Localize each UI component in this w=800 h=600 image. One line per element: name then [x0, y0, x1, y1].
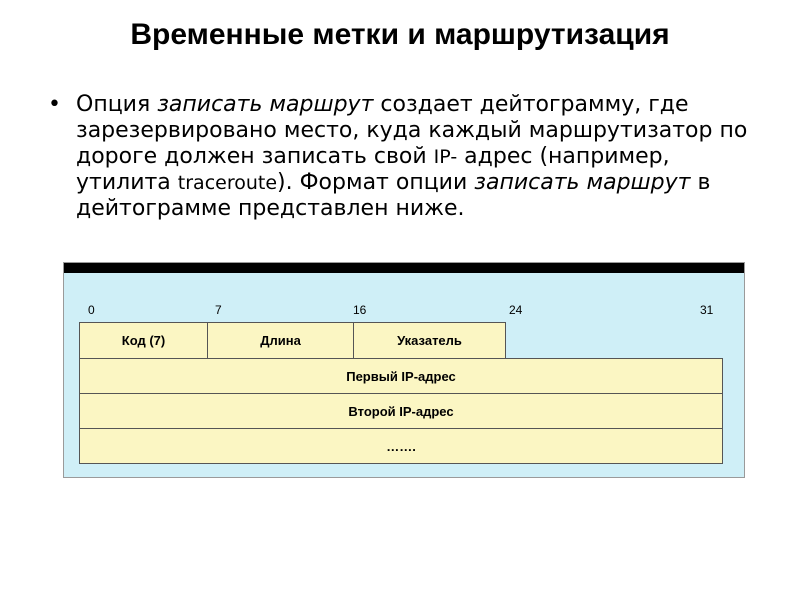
field-code: Код (7) — [79, 322, 208, 359]
italic-segment: записать маршрут — [157, 92, 374, 117]
text-segment-small: traceroute — [177, 172, 278, 194]
italic-segment: записать маршрут — [474, 170, 691, 195]
text-segment: Опция — [76, 92, 158, 117]
bit-label-24: 24 — [509, 303, 523, 317]
field-pointer: Указатель — [353, 322, 506, 359]
bit-label-31: 31 — [700, 303, 714, 317]
route-option-diagram — [63, 262, 745, 478]
bullet-paragraph — [48, 92, 748, 222]
bullet-text — [76, 92, 748, 222]
slide-title: Временные метки и маршрутизация — [130, 18, 670, 51]
text-segment-small: IP- — [433, 146, 458, 168]
field-second-ip: Второй IP-адрес — [79, 393, 723, 429]
bit-label-16: 16 — [353, 303, 367, 317]
field-first-ip: Первый IP-адрес — [79, 358, 723, 394]
field-ellipsis: ……. — [79, 428, 723, 464]
diagram-top-bar — [64, 263, 744, 273]
text-segment: адрес (например, утилита — [76, 144, 670, 195]
bit-label-7: 7 — [215, 303, 222, 317]
text-segment: создает дейтограмму, где зарезервировано место, куда каждый маршрутизатор по дороге должен записать свой — [76, 92, 748, 169]
text-segment: ). Формат опции — [277, 170, 475, 195]
bullet-marker: • — [48, 92, 61, 117]
text-segment: в дейтограмме представлен ниже. — [76, 170, 711, 221]
bit-label-0: 0 — [88, 303, 95, 317]
field-length: Длина — [207, 322, 354, 359]
